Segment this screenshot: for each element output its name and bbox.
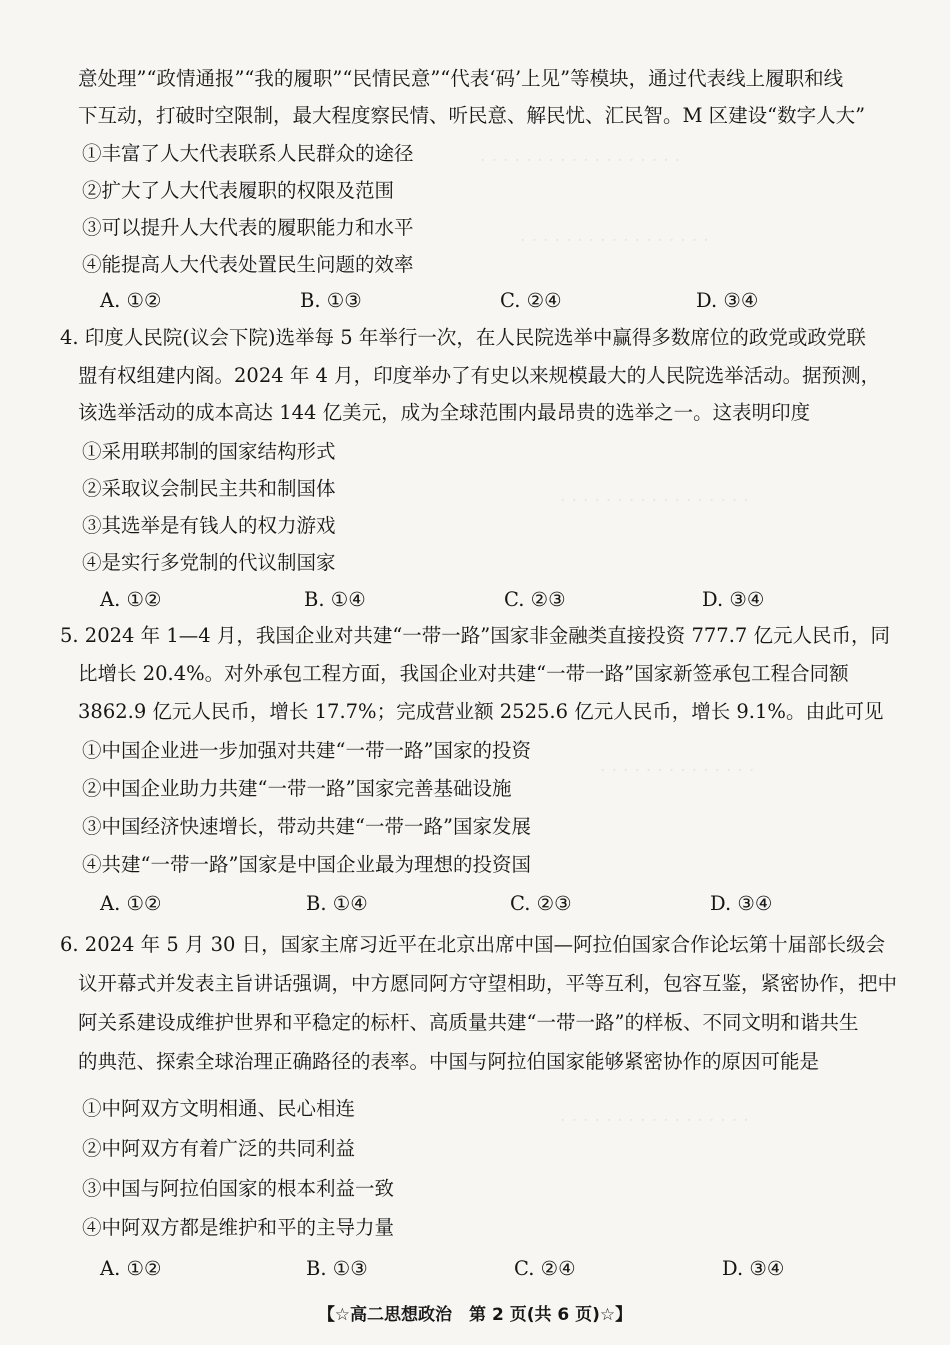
statement-option: ④能提高人大代表处置民生问题的效率 [82, 253, 414, 276]
choice-c[interactable]: C. ②③ [510, 892, 572, 915]
choice-c[interactable]: C. ②④ [500, 289, 562, 312]
statement-option: ④是实行多党制的代议制国家 [82, 551, 336, 574]
question-text-line: 比增长 20.4%。对外承包工程方面，我国企业对共建“一带一路”国家新签承包工程合同额 [78, 662, 849, 685]
statement-option: ②采取议会制民主共和制国体 [82, 477, 336, 500]
choice-b[interactable]: B. ①④ [304, 588, 366, 611]
question-text-line: 议开幕式并发表主旨讲话强调，中方愿同阿方守望相助，平等互利，包容互鉴，紧密协作，把中 [78, 972, 898, 995]
choice-a[interactable]: A. ①② [100, 1257, 162, 1280]
statement-option: ④共建“一带一路”国家是中国企业最为理想的投资国 [82, 853, 531, 876]
choice-d[interactable]: D. ③④ [710, 892, 773, 915]
statement-option: ④中阿双方都是维护和平的主导力量 [82, 1216, 395, 1239]
statement-option: ①中阿双方文明相通、民心相连 [82, 1097, 356, 1120]
question-text-line: 5. 2024 年 1—4 月，我国企业对共建“一带一路”国家非金融类直接投资 777.7 亿元人民币，同 [60, 624, 890, 647]
statement-option: ①中国企业进一步加强对共建“一带一路”国家的投资 [82, 739, 531, 762]
answer-choices [100, 288, 860, 314]
statement-option: ③中国经济快速增长，带动共建“一带一路”国家发展 [82, 815, 531, 838]
statement-option: ③其选举是有钱人的权力游戏 [82, 514, 336, 537]
statement-option: ①丰富了人大代表联系人民群众的途径 [82, 142, 414, 165]
statement-option: ③可以提升人大代表的履职能力和水平 [82, 216, 414, 239]
choice-c[interactable]: C. ②④ [514, 1257, 576, 1280]
question-text-line: 下互动，打破时空限制，最大程度察民情、听民意、解民忧、汇民智。M 区建设“数字人大” [78, 104, 866, 127]
choice-b[interactable]: B. ①③ [300, 289, 362, 312]
question-text-line: 该选举活动的成本高达 144 亿美元，成为全球范围内最昂贵的选举之一。这表明印度 [78, 401, 811, 424]
bleed-through-text: · · · · · · · · · · · · · · · · · [520, 230, 709, 251]
statement-option: ③中国与阿拉伯国家的根本利益一致 [82, 1177, 395, 1200]
bleed-through-text: · · · · · · · · · · · · · · · · · · [480, 150, 681, 171]
question-text-line: 阿关系建设成维护世界和平稳定的标杆、高质量共建“一带一路”的样板、不同文明和谐共生 [78, 1011, 859, 1034]
choice-b[interactable]: B. ①③ [306, 1257, 368, 1280]
question-text-line: 3862.9 亿元人民币，增长 17.7%；完成营业额 2525.6 亿元人民币，增长 9.1%。由此可见 [78, 700, 884, 723]
choice-b[interactable]: B. ①④ [306, 892, 368, 915]
bleed-through-text: · · · · · · · · · · · · · · [600, 760, 755, 781]
statement-option: ①采用联邦制的国家结构形式 [82, 440, 336, 463]
choice-d[interactable]: D. ③④ [722, 1257, 785, 1280]
statement-option: ②中阿双方有着广泛的共同利益 [82, 1137, 356, 1160]
page-footer: 【☆高二思想政治 第 2 页(共 6 页)☆】 [317, 1305, 633, 1325]
question-text-line: 的典范、探索全球治理正确路径的表率。中国与阿拉伯国家能够紧密协作的原因可能是 [78, 1050, 820, 1073]
question-text-line: 意处理”“政情通报”“我的履职”“民情民意”“代表‘码’上见”等模块，通过代表线上履职和线 [78, 67, 844, 90]
bleed-through-text: · · · · · · · · · · · · · · · · · [560, 1110, 749, 1131]
question-text-line: 盟有权组建内阁。2024 年 4 月，印度举办了有史以来规模最大的人民院选举活动。据预测， [78, 364, 881, 387]
choice-a[interactable]: A. ①② [100, 588, 162, 611]
statement-option: ②中国企业助力共建“一带一路”国家完善基础设施 [82, 777, 512, 800]
choice-c[interactable]: C. ②③ [504, 588, 566, 611]
statement-option: ②扩大了人大代表履职的权限及范围 [82, 179, 395, 202]
choice-d[interactable]: D. ③④ [702, 588, 765, 611]
choice-a[interactable]: A. ①② [100, 289, 162, 312]
answer-choices [100, 1256, 860, 1282]
question-text-line: 4. 印度人民院(议会下院)选举每 5 年举行一次，在人民院选举中赢得多数席位的政党或政党联 [60, 326, 866, 349]
answer-choices [100, 587, 860, 613]
question-text-line: 6. 2024 年 5 月 30 日，国家主席习近平在北京出席中国—阿拉伯国家合作论坛第十届部长级会 [60, 933, 886, 956]
answer-choices [100, 891, 860, 917]
choice-a[interactable]: A. ①② [100, 892, 162, 915]
choice-d[interactable]: D. ③④ [696, 289, 759, 312]
bleed-through-text: · · · · · · · · · · · · · · · · · [560, 490, 749, 511]
